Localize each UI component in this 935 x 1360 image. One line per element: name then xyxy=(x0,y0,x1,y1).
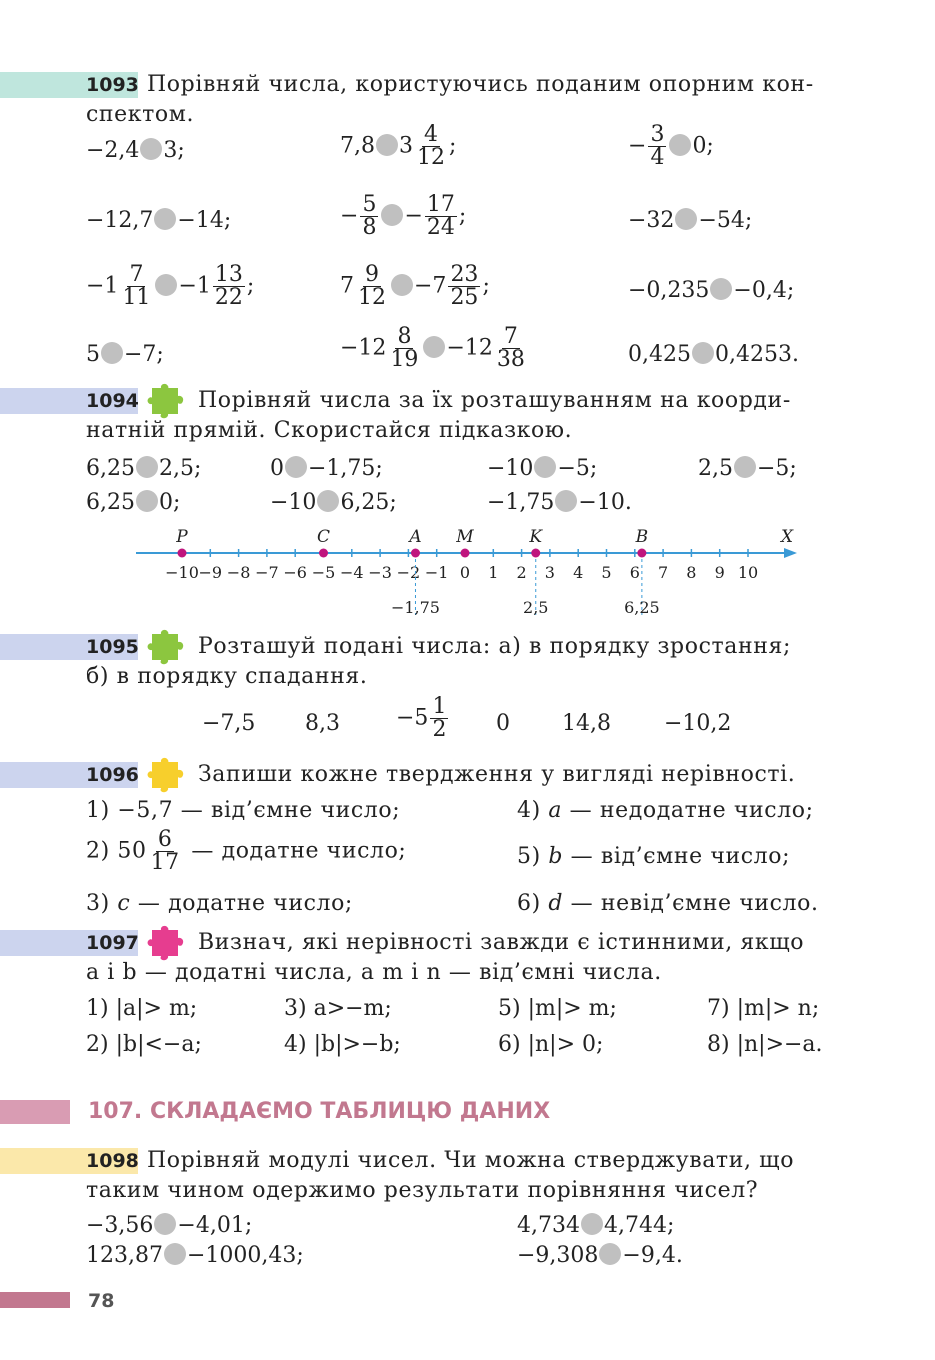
expr-1093-r4c1: 5 −7; xyxy=(86,342,164,367)
task-1097-text-line1: Визнач, які нерівності завжди є істинними, якщо xyxy=(198,930,805,955)
tick-label: 1 xyxy=(488,563,499,582)
tick-label: −1 xyxy=(424,563,449,582)
tick-label: 0 xyxy=(459,563,471,582)
compare-circle xyxy=(692,342,714,364)
tick-label: −6 xyxy=(283,563,307,582)
task-1098-number: 1098 xyxy=(86,1150,139,1172)
tick-label: −10 xyxy=(165,563,199,582)
task-1098-text-line2: таким чином одержимо результати порівняння чисел? xyxy=(86,1178,759,1203)
item-1097-1: 1) |a|> m; xyxy=(86,996,198,1021)
compare-circle xyxy=(101,342,123,364)
task-1096-number: 1096 xyxy=(86,764,139,786)
item-1097-2: 2) |b|<−a; xyxy=(86,1032,202,1057)
point-marker xyxy=(461,549,470,558)
task-1093-number: 1093 xyxy=(86,74,139,96)
item-1097-4: 4) |b|>−b; xyxy=(284,1032,401,1057)
section-band xyxy=(0,1100,70,1124)
fraction: $\frac{1}{2}$ xyxy=(432,694,447,742)
item-1097-5: 5) |m|> m; xyxy=(498,996,617,1021)
compare-circle xyxy=(154,1213,176,1235)
expr-1094-d: 2,5 −5; xyxy=(698,456,797,481)
compare-circle xyxy=(423,336,445,358)
point-marker xyxy=(637,549,646,558)
tick-label: 4 xyxy=(573,563,584,582)
tick-label: 6 xyxy=(629,563,640,582)
item-1096-3: 3) c — додатне число; xyxy=(86,891,353,916)
item-1096-6: 6) d — невід’ємне число. xyxy=(517,891,819,916)
fraction: $\frac{4}{12}$ xyxy=(417,122,445,170)
fraction: $\frac{5}{8}$ xyxy=(362,192,377,240)
task-1093-text-line1: Порівняй числа, користуючись поданим опорним кон- xyxy=(147,72,814,97)
task-1094-text-line1: Порівняй числа за їх розташуванням на коорди- xyxy=(198,388,791,413)
value-1095-1: −7,5 xyxy=(202,711,256,736)
tick-label: −5 xyxy=(311,563,336,582)
value-1095-3: −5 $\frac{1}{2}$ xyxy=(396,694,447,742)
fraction: $\frac{9}{12}$ xyxy=(358,262,386,310)
tick-label: 7 xyxy=(658,563,669,582)
tick-label: 5 xyxy=(601,563,612,582)
tick-label: −4 xyxy=(340,563,364,582)
compare-circle xyxy=(164,1243,186,1265)
point-marker xyxy=(178,549,187,558)
task-1095-text-line1: Розташуй подані числа: а) в порядку зростання; xyxy=(198,634,792,659)
compare-circle xyxy=(599,1243,621,1265)
expr-1098-d: −9,308 −9,4. xyxy=(517,1243,683,1268)
compare-circle xyxy=(734,456,756,478)
fraction: $\frac{13}{22}$ xyxy=(214,262,243,310)
compare-circle xyxy=(675,208,697,230)
tick-label: −3 xyxy=(368,563,392,582)
number-line xyxy=(0,520,935,625)
task-1095-number: 1095 xyxy=(86,636,139,658)
expr-1093-r1c2: 7,8 3 $\frac{4}{12}$ ; xyxy=(340,122,457,170)
expr-1093-r2c2: − $\frac{5}{8}$ − $\frac{17}{24}$ ; xyxy=(340,192,467,240)
fraction: $\frac{17}{24}$ xyxy=(426,192,455,240)
fraction: $\frac{6}{17}$ xyxy=(150,827,180,875)
point-value-label: 6,25 xyxy=(624,598,660,617)
tick-label: −7 xyxy=(255,563,279,582)
compare-circle xyxy=(140,138,162,160)
expr-1093-r3c3: −0,235 −0,4; xyxy=(628,278,795,303)
puzzle-pink-icon xyxy=(146,924,186,962)
puzzle-green-icon xyxy=(146,628,186,666)
item-1096-2: 2) 50 $\frac{6}{17}$ — додатне число; xyxy=(86,827,407,875)
fraction: $\frac{8}{19}$ xyxy=(390,324,419,372)
point-marker xyxy=(319,549,328,558)
page-number: 78 xyxy=(88,1290,115,1312)
point-label: A xyxy=(409,527,422,547)
compare-circle xyxy=(710,278,732,300)
compare-circle xyxy=(376,134,398,156)
page-number-band xyxy=(0,1292,70,1308)
point-label: B xyxy=(635,527,649,547)
point-marker xyxy=(531,549,540,558)
puzzle-green-icon xyxy=(146,382,186,420)
puzzle-yellow-icon xyxy=(146,756,186,794)
task-1093-text-line2: спектом. xyxy=(86,102,195,127)
tick-label: 2 xyxy=(516,563,527,582)
tick-label: 3 xyxy=(544,563,555,582)
task-1094-text-line2: натній прямій. Скористайся підказкою. xyxy=(86,418,573,443)
item-1097-6: 6) |n|> 0; xyxy=(498,1032,604,1057)
compare-circle xyxy=(669,134,691,156)
tick-label: −8 xyxy=(226,563,251,582)
expr-1093-r1c3: − $\frac{3}{4}$ 0; xyxy=(628,122,714,170)
axis-label: X xyxy=(781,527,794,547)
tick-label: 10 xyxy=(737,563,759,582)
fraction: $\frac{7}{38}$ xyxy=(496,324,525,372)
expr-1093-r1c1: −2,4 3; xyxy=(86,138,185,163)
item-1096-4: 4) a — недодатне число; xyxy=(517,798,814,823)
compare-circle xyxy=(155,274,177,296)
compare-circle xyxy=(285,456,307,478)
expr-1093-r3c1: −1 $\frac{7}{11}$ −1 $\frac{13}{22}$ ; xyxy=(86,262,255,310)
task-1094-number: 1094 xyxy=(86,390,139,412)
compare-circle xyxy=(391,274,413,296)
compare-circle xyxy=(581,1213,603,1235)
task-1096-text-line1: Запиши кожне твердження у вигляді нерівності. xyxy=(198,762,796,787)
fraction: $\frac{23}{25}$ xyxy=(450,262,479,310)
item-1097-3: 3) a>−m; xyxy=(284,996,392,1021)
item-1097-8: 8) |n|>−a. xyxy=(707,1032,823,1057)
point-value-label: −1,75 xyxy=(390,598,440,617)
item-1096-1: 1) −5,7 — від’ємне число; xyxy=(86,798,401,823)
tick-label: −9 xyxy=(198,563,223,582)
expr-1093-r4c3: 0,425 0,4253. xyxy=(628,342,799,367)
expr-1094-g: −1,75 −10. xyxy=(487,490,632,515)
expr-1094-a: 6,25 2,5; xyxy=(86,456,202,481)
compare-circle xyxy=(534,456,556,478)
expr-1094-f: −10 6,25; xyxy=(270,490,397,515)
expr-1093-r3c2: 7 $\frac{9}{12}$ −7 $\frac{23}{25}$ ; xyxy=(340,262,490,310)
tick-label: −2 xyxy=(396,563,421,582)
compare-circle xyxy=(136,456,158,478)
tick-label: 8 xyxy=(686,563,697,582)
section-title: 107. СКЛАДАЄМО ТАБЛИЦЮ ДАНИХ xyxy=(88,1099,551,1124)
expr-1098-a: −3,56 −4,01; xyxy=(86,1213,253,1238)
point-label: K xyxy=(529,527,543,547)
fraction: $\frac{7}{11}$ xyxy=(122,262,151,310)
expr-1094-c: −10 −5; xyxy=(487,456,598,481)
tick-label: 9 xyxy=(714,563,725,582)
point-marker xyxy=(411,549,420,558)
compare-circle xyxy=(317,490,339,512)
expr-1093-r4c2: −12 $\frac{8}{19}$ −12 $\frac{7}{38}$ xyxy=(340,324,525,372)
task-1097-text-line2: a і b — додатні числа, а m і n — від’ємні числа. xyxy=(86,960,662,985)
compare-circle xyxy=(555,490,577,512)
fraction: $\frac{3}{4}$ xyxy=(650,122,665,170)
point-label: P xyxy=(176,527,188,547)
expr-1093-r2c1: −12,7 −14; xyxy=(86,208,232,233)
task-1097-number: 1097 xyxy=(86,932,139,954)
value-1095-2: 8,3 xyxy=(305,711,340,736)
point-label: C xyxy=(316,527,331,547)
item-1096-5: 5) b — від’ємне число; xyxy=(517,844,791,869)
compare-circle xyxy=(381,204,403,226)
axis-arrow xyxy=(784,548,797,558)
expr-1094-b: 0 −1,75; xyxy=(270,456,383,481)
task-1098-text-line1: Порівняй модулі чисел. Чи можна стверджувати, що xyxy=(147,1148,795,1173)
value-1095-5: 14,8 xyxy=(562,711,611,736)
expr-1098-b: 4,734 4,744; xyxy=(517,1213,675,1238)
value-1095-6: −10,2 xyxy=(664,711,732,736)
compare-circle xyxy=(154,208,176,230)
expr-1098-c: 123,87 −1000,43; xyxy=(86,1243,304,1268)
item-1097-7: 7) |m|> n; xyxy=(707,996,820,1021)
value-1095-4: 0 xyxy=(496,711,510,736)
point-label: M xyxy=(456,527,474,547)
expr-1094-e: 6,25 0; xyxy=(86,490,181,515)
point-value-label: 2,5 xyxy=(523,598,549,617)
compare-circle xyxy=(136,490,158,512)
task-1095-text-line2: б) в порядку спадання. xyxy=(86,664,368,689)
expr-1093-r2c3: −32 −54; xyxy=(628,208,753,233)
